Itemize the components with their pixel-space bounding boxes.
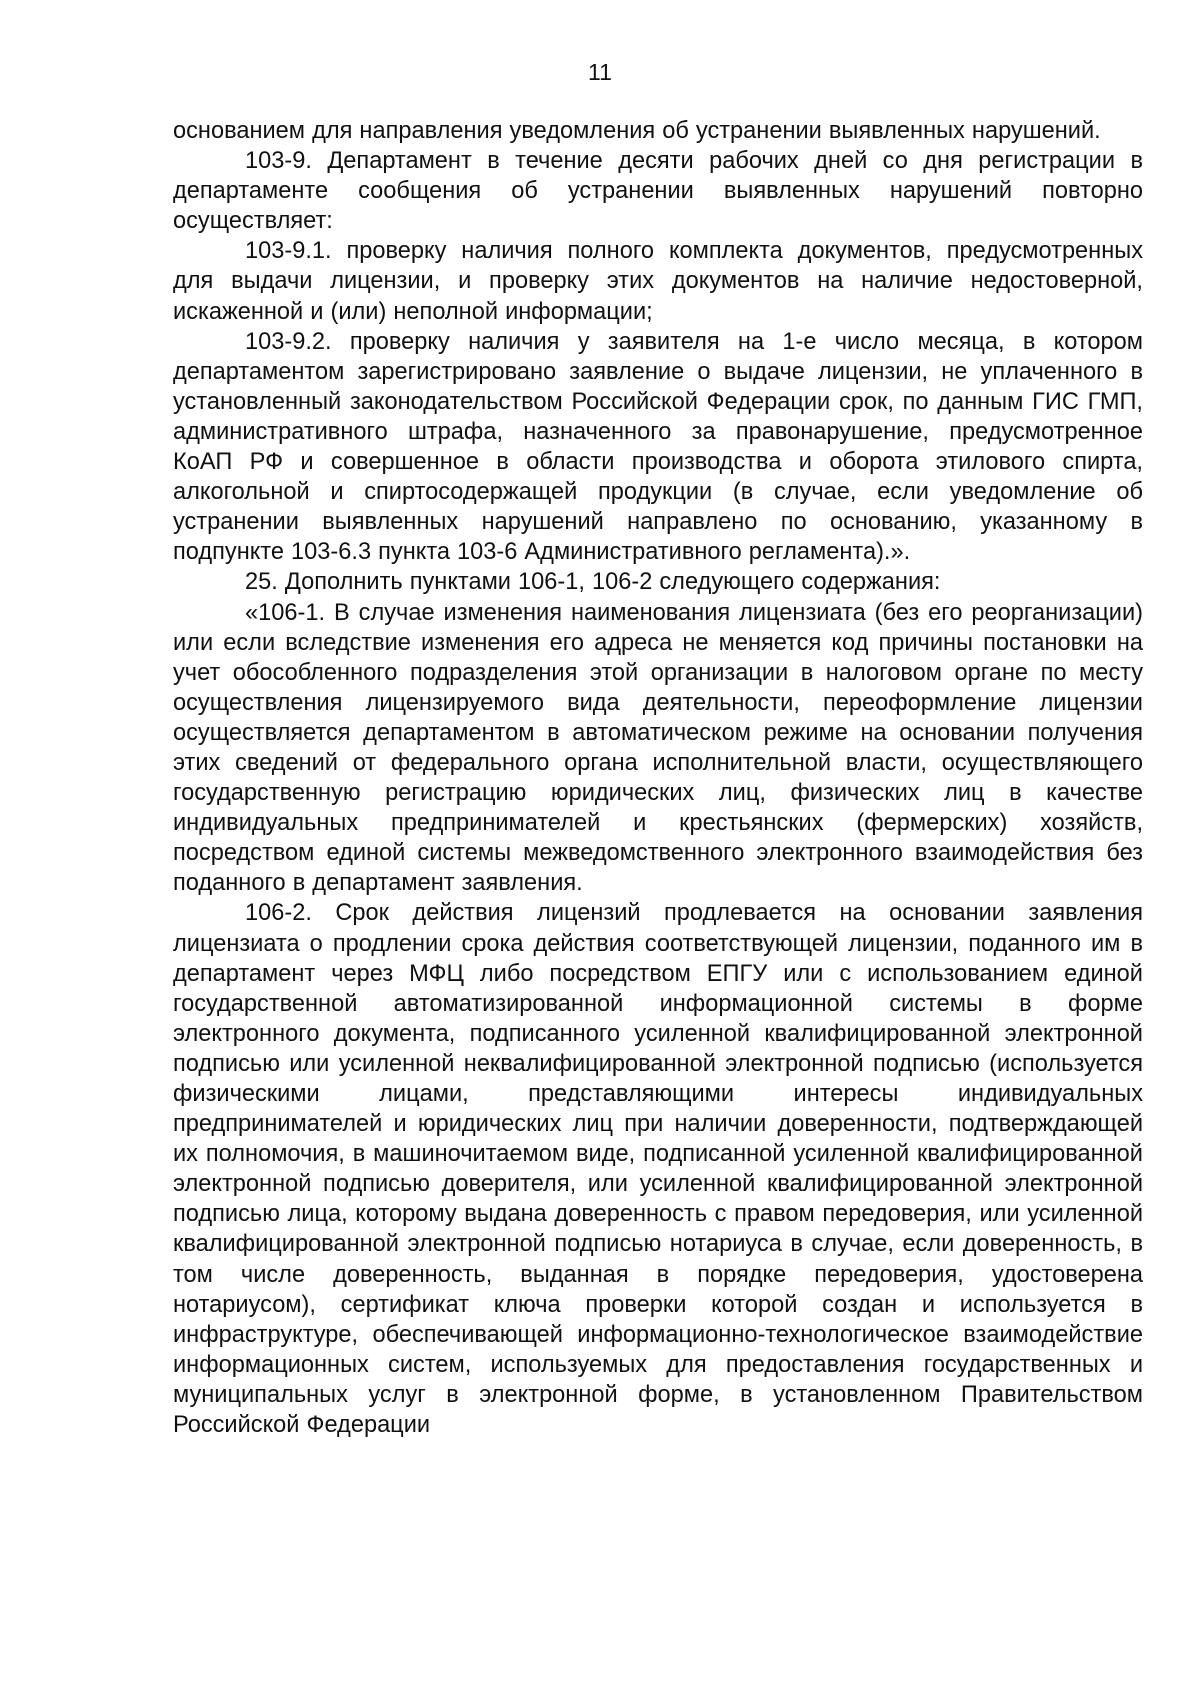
paragraph-106-1: «106-1. В случае изменения наименования лицензиата (без его реорганизации) или если вследствие изменения его адреса не меняется код причины постановки на учет обособленного подразделения этой организации в налоговом органе по месту осуществления лицензируемого вида деятельности, переоформление лицензии осуществляется департаментом в автоматическом режиме на основании получения этих сведений от федерального органа исполнительной власти, осуществляющего государственную регистрацию юридических лиц, физических лиц в качестве индивидуальных предпринимателей и крестьянских (фермерских) хозяйств, посредством единой системы межведомственного электронного взаимодействия без поданного в департамент заявления. <box>173 599 1143 897</box>
paragraph-103-9: 103-9. Департамент в течение десяти рабочих дней со дня регистрации в департаменте сообщения об устранении выявленных нарушений повторно осуществляет: <box>173 148 1143 235</box>
paragraph-1: основанием для направления уведомления об устранении выявленных нарушений. <box>173 118 1101 144</box>
paragraph-103-9-2: 103-9.2. проверку наличия у заявителя на 1-е число месяца, в котором департаментом зарегистрировано заявление о выдаче лицензии, не уплаченного в установленный законодательством Российской Федерации срок, по данным ГИС ГМП, административного штрафа, назначенного за правонарушение, предусмотренное КоАП РФ и совершенное в области производства и оборота этилового спирта, алкогольной и спиртосодержащей продукции (в случае, если уведомление об устранении выявленных нарушений направлено по основанию, указанному в подпункте 103-6.3 пункта 103-6 Административного регламента).». <box>173 328 1143 566</box>
document-body <box>173 116 1143 1440</box>
paragraph-106-2: 106-2. Срок действия лицензий продлевается на основании заявления лицензиата о продлении срока действия соответствующей лицензии, поданного им в департамент через МФЦ либо посредством ЕПГУ или с использованием единой государственной автоматизированной информационной системы в форме электронного документа, подписанного усиленной квалифицированной электронной подписью или усиленной неквалифицированной электронной подписью (используется физическими лицами, представляющими интересы индивидуальных предпринимателей и юридических лиц при наличии доверенности, подтверждающей их полномочия, в машиночитаемом виде, подписанной усиленной квалифицированной электронной подписью доверителя, или усиленной квалифицированной электронной подписью лица, которому выдана доверенность с правом передоверия, или усиленной квалифицированной электронной подписью нотариуса в случае, если доверенность, в том числе доверенность, выданная в порядке передоверия, удостоверена нотариусом), сертификат ключа проверки которой создан и используется в инфраструктуре, обеспечивающей информационно-технологическое взаимодействие информационных систем, используемых для предоставления государственных и муниципальных услуг в электронной форме, в установленном Правительством Российской Федерации <box>173 900 1143 1439</box>
paragraph-25: 25. Дополнить пунктами 106-1, 106-2 следующего содержания: <box>245 569 941 596</box>
page-number: 11 <box>588 59 612 85</box>
paragraph-103-9-1: 103-9.1. проверку наличия полного комплекта документов, предусмотренных для выдачи лицензии, и проверку этих документов на наличие недостоверной, искаженной и (или) неполной информации; <box>173 238 1143 325</box>
